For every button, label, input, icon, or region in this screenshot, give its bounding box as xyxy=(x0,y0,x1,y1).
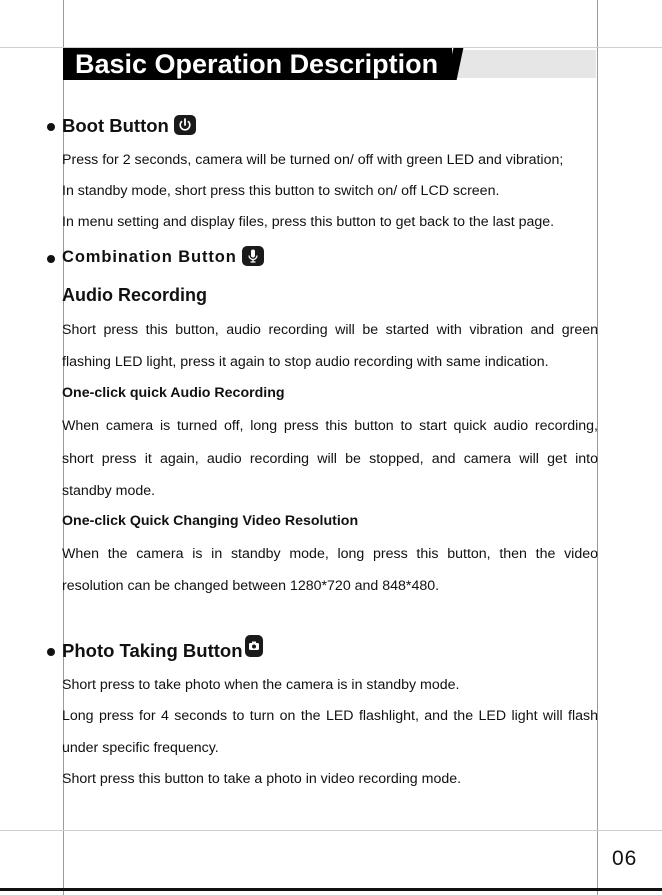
bullet xyxy=(47,648,55,656)
combination-title-text: Combination Button xyxy=(62,248,237,266)
right-guide-line xyxy=(597,0,598,895)
boot-title-text: Boot Button xyxy=(62,115,169,136)
page-number: 06 xyxy=(612,847,638,870)
photo-section-title xyxy=(62,640,263,663)
resolution-line-2: resolution can be changed between 1280*720 and 848*480. xyxy=(62,578,440,594)
quick-audio-title: One-click quick Audio Recording xyxy=(62,385,285,401)
camera-icon xyxy=(245,635,263,657)
boot-line-3: In menu setting and display files, press this button to get back to the last page. xyxy=(62,214,555,230)
resolution-line-1: When the camera is in standby mode, long press this button, then the video xyxy=(62,546,598,562)
photo-line-1: Short press to take photo when the camera is in standby mode. xyxy=(62,677,460,693)
audio-line-1: Short press this button, audio recording will be started with vibration and green xyxy=(62,322,598,338)
audio-line-2: flashing LED light, press it again to stop audio recording with same indication. xyxy=(62,354,549,370)
boot-line-1: Press for 2 seconds, camera will be turned on/ off with green LED and vibration; xyxy=(62,152,564,168)
bullet xyxy=(47,123,55,131)
bottom-rule xyxy=(0,888,662,891)
photo-title-text: Photo Taking Button xyxy=(62,640,243,661)
bullet xyxy=(47,255,55,263)
photo-line-2: Long press for 4 seconds to turn on the LED flashlight, and the LED light will flash xyxy=(62,708,598,724)
resolution-title: One-click Quick Changing Video Resolution xyxy=(62,513,359,529)
quick-audio-line-3: standby mode. xyxy=(62,483,156,499)
boot-line-2: In standby mode, short press this button to switch on/ off LCD screen. xyxy=(62,183,500,199)
combination-section-title xyxy=(62,246,264,268)
photo-line-4: Short press this button to take a photo in video recording mode. xyxy=(62,771,462,787)
quick-audio-line-2: short press it again, audio recording will be stopped, and camera will get into xyxy=(62,451,598,467)
photo-line-3: under specific frequency. xyxy=(62,740,219,756)
power-icon xyxy=(174,115,196,135)
boot-section-title xyxy=(62,115,196,137)
lower-guide-line xyxy=(0,830,662,831)
page-title: Basic Operation Description xyxy=(63,48,452,80)
quick-audio-line-1: When camera is turned off, long press this button to start quick audio recording, xyxy=(62,418,598,434)
microphone-icon xyxy=(242,246,264,266)
audio-recording-title: Audio Recording xyxy=(62,285,207,305)
